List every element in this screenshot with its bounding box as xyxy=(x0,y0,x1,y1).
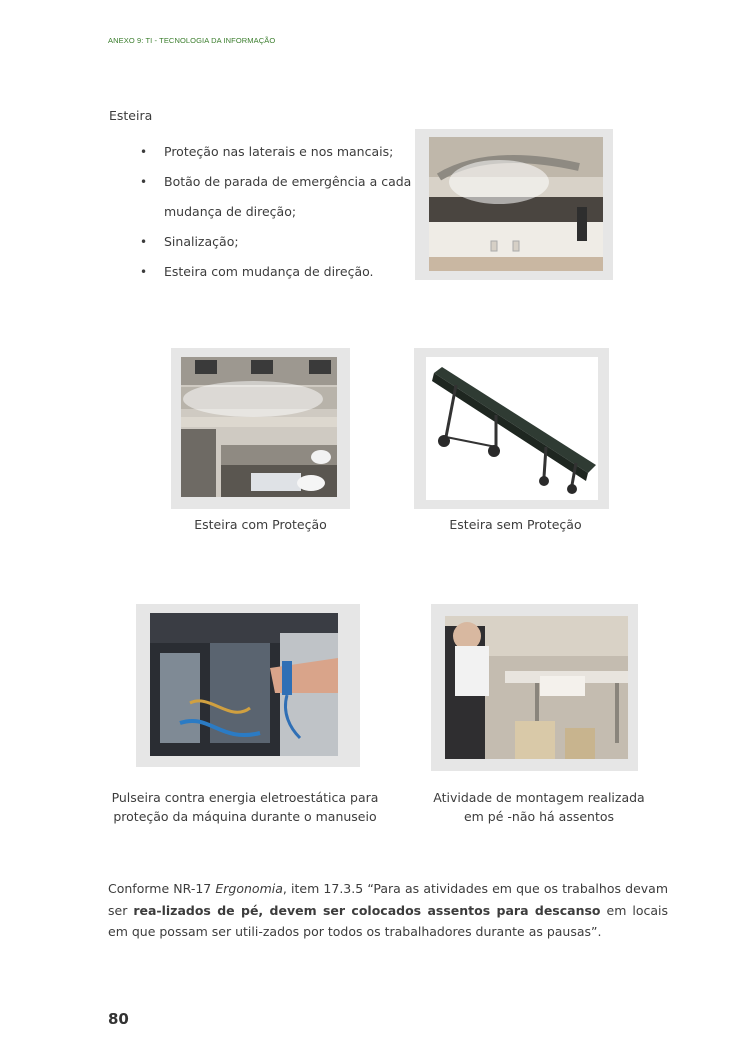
figure-wrist-strap xyxy=(136,604,360,767)
page-number: 80 xyxy=(108,1010,129,1028)
wrist-strap-photo xyxy=(150,613,338,756)
list-item: • Botão de parada de emergência a cada xyxy=(140,167,411,197)
bullet-icon: • xyxy=(140,175,148,189)
conveyor-curve-photo xyxy=(429,137,603,271)
section-title: Esteira xyxy=(109,108,153,123)
standing-work-photo xyxy=(445,616,628,759)
bullet-icon: • xyxy=(140,235,148,249)
figure-conveyor-curve xyxy=(415,129,613,280)
body-paragraph: Conforme NR-17 Ergonomia, item 17.3.5 “Para as atividades em que os trabalhos devam ser rea-lizados de pé, devem ser colocados assentos para descanso em locais em que possam ser utili-zados por todos os trabalhadores durante as pausas”. xyxy=(108,881,668,939)
conveyor-unprotected-photo xyxy=(426,357,598,500)
caption-conveyor-protected: Esteira com Proteção xyxy=(194,517,327,532)
bullet-icon: • xyxy=(140,145,148,159)
caption-wrist-strap: Pulseira contra energia eletroestática para proteção da máquina durante o manuseio xyxy=(111,790,379,824)
caption-conveyor-unprotected: Esteira sem Proteção xyxy=(449,517,582,532)
figure-conveyor-unprotected xyxy=(414,348,609,509)
bullet-list xyxy=(140,137,411,287)
list-item: • Esteira com mudança de direção. xyxy=(140,257,411,287)
list-item-continuation: mudança de direção; xyxy=(164,204,297,219)
caption-standing-work: Atividade de montagem realizada em pé -não há assentos xyxy=(433,790,645,824)
bullet-icon: • xyxy=(140,265,148,279)
list-item: • Proteção nas laterais e nos mancais; xyxy=(140,137,411,167)
running-header: ANEXO 9: TI - TECNOLOGIA DA INFORMAÇÃO xyxy=(108,36,276,45)
list-item: • Sinalização; xyxy=(140,227,411,257)
figure-conveyor-protected xyxy=(171,348,350,509)
figure-standing-work xyxy=(431,604,638,771)
conveyor-protected-photo xyxy=(181,357,337,497)
